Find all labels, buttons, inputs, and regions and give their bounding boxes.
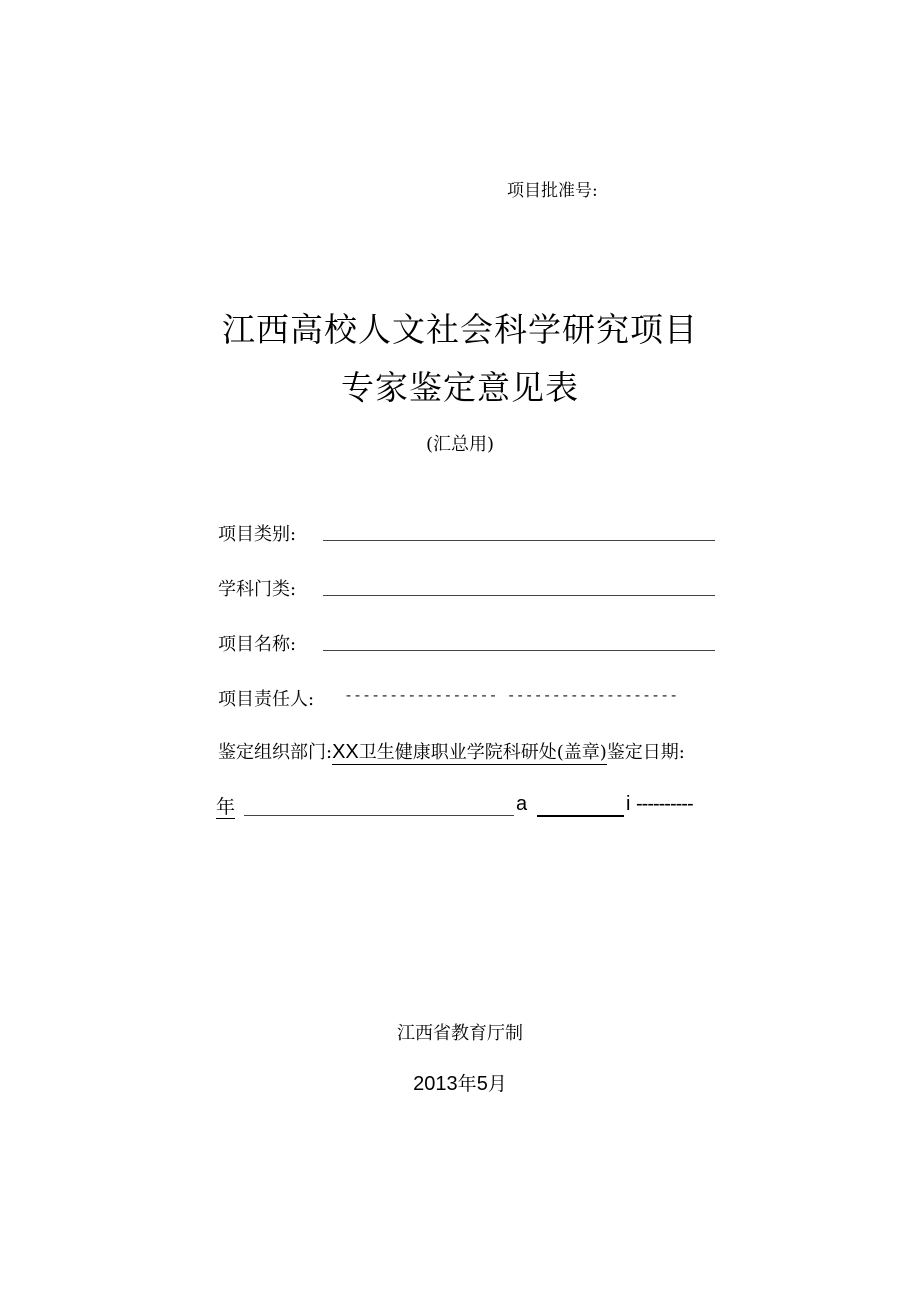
organization-prefix: XX	[332, 741, 359, 763]
date-day-field[interactable]: ----------	[636, 793, 693, 815]
date-year-char: 年	[216, 796, 236, 818]
project-name-field[interactable]	[323, 650, 715, 651]
leader-dashes-2: -------------------	[506, 686, 679, 704]
issue-year: 2013	[413, 1073, 458, 1095]
issuer-text: 江西省教育厅制	[397, 1023, 523, 1044]
project-name-label: 项目名称:	[218, 634, 297, 655]
summary-use-note: (汇总用)	[425, 434, 495, 455]
project-leader-label: 项目责任人:	[218, 689, 315, 710]
issue-year-char: 年	[457, 1073, 477, 1095]
appraisal-date-label: 鉴定日期:	[606, 742, 685, 763]
organization-name: 卫生健康职业学院科研处(盖章)	[358, 742, 607, 763]
project-leader-field[interactable]	[344, 686, 678, 704]
issue-month: 5	[476, 1073, 488, 1095]
document-subtitle-form: 专家鉴定意见表	[341, 368, 579, 407]
issue-month-char: 月	[487, 1073, 507, 1095]
leader-dashes-1: -----------------	[344, 686, 498, 704]
organization-row	[218, 738, 685, 764]
document-title: 江西高校人文社会科学研究项目	[222, 310, 698, 349]
discipline-field[interactable]	[323, 595, 715, 596]
category-field[interactable]	[323, 540, 715, 541]
date-month-char: a	[516, 793, 528, 815]
discipline-label: 学科门类:	[218, 579, 297, 600]
approval-number-label: 项目批准号:	[507, 181, 598, 201]
organization-value	[332, 742, 607, 765]
issue-date	[0, 1069, 920, 1096]
date-month-field[interactable]	[537, 815, 624, 817]
category-label: 项目类别:	[218, 524, 297, 545]
date-row	[216, 792, 235, 819]
organization-label: 鉴定组织部门:	[218, 742, 333, 763]
date-year-field[interactable]	[244, 815, 514, 816]
date-day-char: i	[626, 793, 631, 815]
